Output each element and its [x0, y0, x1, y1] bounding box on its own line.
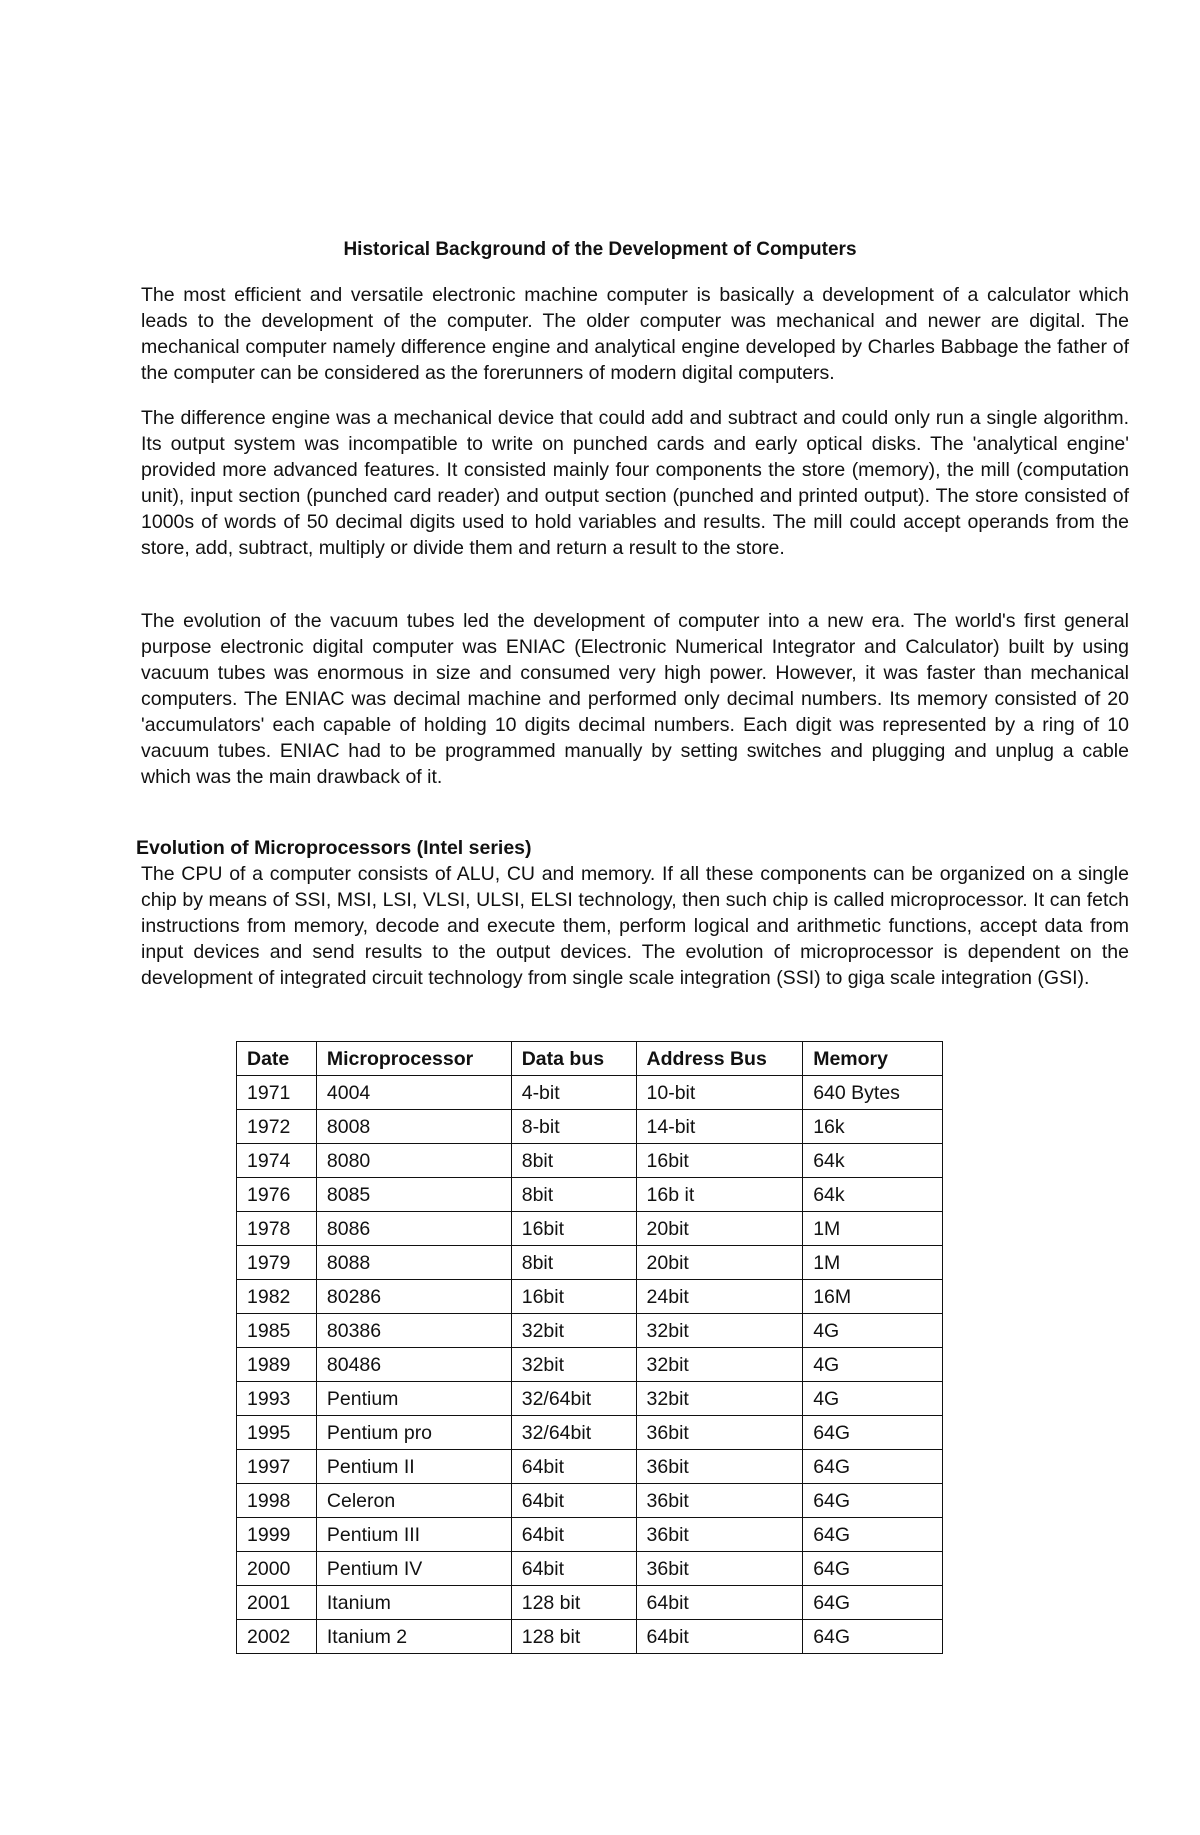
table-row — [237, 1178, 943, 1212]
document-title: Historical Background of the Development of Computers — [343, 239, 857, 260]
cell-address-bus: 64bit — [636, 1586, 803, 1620]
header-data-bus: Data bus — [511, 1042, 636, 1076]
cell-address-bus: 32bit — [636, 1382, 803, 1416]
cell-date: 1998 — [237, 1484, 317, 1518]
table-row — [237, 1246, 943, 1280]
cell-data-bus: 64bit — [511, 1518, 636, 1552]
cell-data-bus: 8-bit — [511, 1110, 636, 1144]
cell-memory: 4G — [803, 1348, 943, 1382]
cell-memory: 4G — [803, 1382, 943, 1416]
table-row — [237, 1518, 943, 1552]
table-row — [237, 1212, 943, 1246]
cell-microprocessor: Celeron — [316, 1484, 511, 1518]
cell-memory: 64k — [803, 1144, 943, 1178]
cell-microprocessor: 8008 — [316, 1110, 511, 1144]
header-date: Date — [237, 1042, 317, 1076]
cell-address-bus: 32bit — [636, 1348, 803, 1382]
cell-address-bus: 36bit — [636, 1518, 803, 1552]
cell-data-bus: 8bit — [511, 1144, 636, 1178]
cell-microprocessor: 8080 — [316, 1144, 511, 1178]
cell-microprocessor: 80486 — [316, 1348, 511, 1382]
cell-address-bus: 36bit — [636, 1416, 803, 1450]
cell-memory: 16k — [803, 1110, 943, 1144]
cell-data-bus: 128 bit — [511, 1620, 636, 1654]
table-row — [237, 1416, 943, 1450]
cell-microprocessor: 8088 — [316, 1246, 511, 1280]
cell-address-bus: 20bit — [636, 1246, 803, 1280]
cell-microprocessor: Pentium II — [316, 1450, 511, 1484]
cell-address-bus: 14-bit — [636, 1110, 803, 1144]
cell-data-bus: 8bit — [511, 1178, 636, 1212]
cell-memory: 64G — [803, 1518, 943, 1552]
microprocessor-table — [236, 1041, 943, 1654]
cell-microprocessor: 80286 — [316, 1280, 511, 1314]
cell-microprocessor: Pentium — [316, 1382, 511, 1416]
header-address-bus: Address Bus — [636, 1042, 803, 1076]
cell-memory: 64G — [803, 1484, 943, 1518]
cell-address-bus: 10-bit — [636, 1076, 803, 1110]
cell-date: 1985 — [237, 1314, 317, 1348]
cell-data-bus: 32bit — [511, 1348, 636, 1382]
cell-address-bus: 20bit — [636, 1212, 803, 1246]
cell-microprocessor: Pentium IV — [316, 1552, 511, 1586]
table-row — [237, 1382, 943, 1416]
cell-date: 1997 — [237, 1450, 317, 1484]
paragraph-difference-engine: The difference engine was a mechanical device that could add and subtract and could only run a single algorithm. Its output system was incompatible to write on punched cards and early optical disks. The 'analytical engine' provided more advanced features. It consisted mainly four components the store (memory), the mill (computation unit), input section (punched card reader) and output section (punched and printed output). The store consisted of 1000s of words of 50 decimal digits used to hold variables and results. The mill could accept operands from the store, add, subtract, multiply or divide them and return a result to the store. — [141, 407, 1129, 559]
cell-address-bus: 24bit — [636, 1280, 803, 1314]
cell-microprocessor: Pentium pro — [316, 1416, 511, 1450]
cell-data-bus: 32/64bit — [511, 1382, 636, 1416]
cell-microprocessor: Itanium 2 — [316, 1620, 511, 1654]
cell-address-bus: 16bit — [636, 1144, 803, 1178]
cell-address-bus: 36bit — [636, 1552, 803, 1586]
table-row — [237, 1144, 943, 1178]
cell-date: 1972 — [237, 1110, 317, 1144]
paragraph-vacuum-tubes: The evolution of the vacuum tubes led the development of computer into a new era. The world's first general purpose electronic digital computer was ENIAC (Electronic Numerical Integrator and Calculator) built by using vacuum tubes was enormous in size and consumed very high power. However, it was faster than mechanical computers. The ENIAC was decimal machine and performed only decimal numbers. Its memory consisted of 20 'accumulators' each capable of holding 10 digits decimal numbers. Each digit was represented by a ring of 10 vacuum tubes. ENIAC had to be programmed manually by setting switches and plugging and unplug a cable which was the main drawback of it. — [141, 610, 1129, 788]
cell-address-bus: 64bit — [636, 1620, 803, 1654]
paragraph-computer-origins: The most efficient and versatile electronic machine computer is basically a development of a calculator which leads to the development of the computer. The older computer was mechanical and newer are digital. The mechanical computer namely difference engine and analytical engine developed by Charles Babbage the father of the computer can be considered as the forerunners of modern digital computers. — [141, 284, 1129, 384]
cell-data-bus: 64bit — [511, 1450, 636, 1484]
cell-microprocessor: Pentium III — [316, 1518, 511, 1552]
cell-data-bus: 128 bit — [511, 1586, 636, 1620]
cell-microprocessor: 8086 — [316, 1212, 511, 1246]
table-header-row — [237, 1042, 943, 1076]
cell-data-bus: 8bit — [511, 1246, 636, 1280]
cell-date: 1993 — [237, 1382, 317, 1416]
table-row — [237, 1450, 943, 1484]
cell-data-bus: 32/64bit — [511, 1416, 636, 1450]
cell-memory: 64G — [803, 1552, 943, 1586]
cell-data-bus: 16bit — [511, 1280, 636, 1314]
table-row — [237, 1586, 943, 1620]
cell-date: 1995 — [237, 1416, 317, 1450]
header-microprocessor: Microprocessor — [316, 1042, 511, 1076]
cell-memory: 64G — [803, 1620, 943, 1654]
cell-date: 1982 — [237, 1280, 317, 1314]
cell-date: 2001 — [237, 1586, 317, 1620]
cell-address-bus: 36bit — [636, 1484, 803, 1518]
cell-date: 1989 — [237, 1348, 317, 1382]
cell-microprocessor: 80386 — [316, 1314, 511, 1348]
cell-data-bus: 4-bit — [511, 1076, 636, 1110]
cell-memory: 1M — [803, 1246, 943, 1280]
cell-date: 1976 — [237, 1178, 317, 1212]
cell-microprocessor: Itanium — [316, 1586, 511, 1620]
table-row — [237, 1484, 943, 1518]
cell-address-bus: 36bit — [636, 1450, 803, 1484]
cell-memory: 64G — [803, 1586, 943, 1620]
cell-date: 2000 — [237, 1552, 317, 1586]
cell-memory: 640 Bytes — [803, 1076, 943, 1110]
cell-data-bus: 64bit — [511, 1552, 636, 1586]
cell-date: 2002 — [237, 1620, 317, 1654]
cell-microprocessor: 4004 — [316, 1076, 511, 1110]
cell-date: 1978 — [237, 1212, 317, 1246]
cell-memory: 16M — [803, 1280, 943, 1314]
table-row — [237, 1314, 943, 1348]
header-memory: Memory — [803, 1042, 943, 1076]
cell-date: 1999 — [237, 1518, 317, 1552]
cell-data-bus: 32bit — [511, 1314, 636, 1348]
cell-memory: 64G — [803, 1416, 943, 1450]
cell-memory: 64k — [803, 1178, 943, 1212]
table-row — [237, 1076, 943, 1110]
cell-date: 1979 — [237, 1246, 317, 1280]
table-row — [237, 1620, 943, 1654]
cell-date: 1971 — [237, 1076, 317, 1110]
cell-date: 1974 — [237, 1144, 317, 1178]
cell-data-bus: 64bit — [511, 1484, 636, 1518]
paragraph-microprocessors: The CPU of a computer consists of ALU, CU and memory. If all these components can be organized on a single chip by means of SSI, MSI, LSI, VLSI, ULSI, ELSI technology, then such chip is called microprocessor. It can fetch instructions from memory, decode and execute them, perform logical and arithmetic functions, accept data from input devices and send results to the output devices. The evolution of microprocessor is dependent on the development of integrated circuit technology from single scale integration (SSI) to giga scale integration (GSI). — [141, 863, 1129, 989]
cell-data-bus: 16bit — [511, 1212, 636, 1246]
table-row — [237, 1110, 943, 1144]
cell-memory: 1M — [803, 1212, 943, 1246]
section-heading-microprocessors: Evolution of Microprocessors (Intel series) — [136, 837, 532, 859]
table-row — [237, 1348, 943, 1382]
cell-memory: 64G — [803, 1450, 943, 1484]
table-row — [237, 1552, 943, 1586]
table-body — [237, 1076, 943, 1654]
table-row — [237, 1280, 943, 1314]
cell-memory: 4G — [803, 1314, 943, 1348]
cell-address-bus: 32bit — [636, 1314, 803, 1348]
cell-microprocessor: 8085 — [316, 1178, 511, 1212]
cell-address-bus: 16b it — [636, 1178, 803, 1212]
